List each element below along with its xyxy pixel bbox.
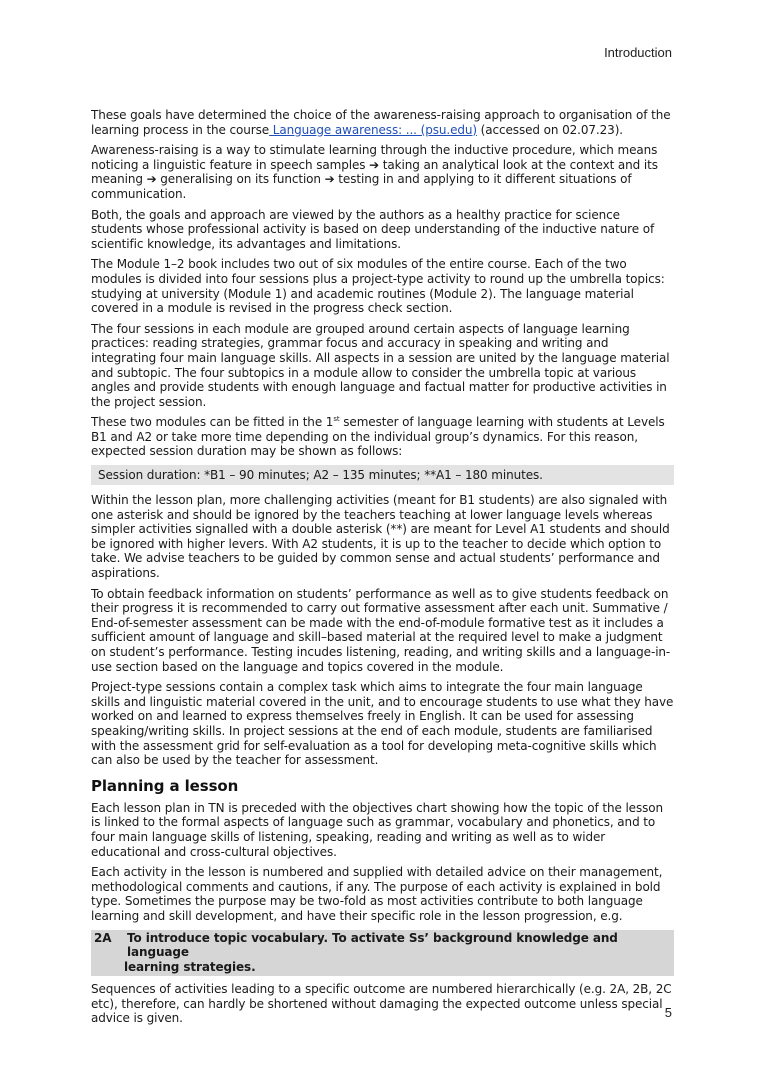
paragraph-sequences: Sequences of activities leading to a specific outcome are numbered hierarchically (e.g. 2A, 2B, 2C etc), therefore, can hardly be shortened without damaging the expected outcome unless special advice is given. (91, 982, 672, 1026)
page-number: 5 (664, 1005, 672, 1020)
paragraph-two-modules (91, 415, 674, 459)
paragraph-four-sessions: The four sessions in each module are grouped around certain aspects of language learning practices: reading strategies, grammar focus and accuracy in speaking and writing and integrating four main language skills. All aspects in a session are united by the language material and subtopic. The four subtopics in a module allow to consider the umbrella topic at various angles and provide students with enough language and factual matter for productive activities in the project session. (91, 321, 670, 409)
paragraph-feedback-assessment: To obtain feedback information on students’ performance as well as to give students feedback on their progress it is recommended to carry out formative assessment after each unit. Summative / End-of-semester assessment can be made with the end-of-module formative test as it includes a sufficient amount of language and skill–based material at the required level to make a judgment on student’s performance. Testing incudes listening, reading, and writing skills and a language-in-use section based on the language and topics covered in the module. (91, 586, 671, 674)
activity-example-box (91, 930, 674, 977)
activity-purpose-line: learning strategies. (124, 959, 256, 974)
paragraph-text: These two modules can be fitted in the 1 (91, 415, 334, 430)
paragraph-objectives-chart: Each lesson plan in TN is preceded with the objectives chart showing how the topic of the lesson is linked to the formal aspects of language such as grammar, vocabulary and phonetics, and to four main language skills of listening, speaking, reading and writing as well as to wider educational and cross-cultural objectives. (91, 800, 664, 859)
paragraph-text: (accessed on 02.07.23). (476, 122, 624, 137)
language-awareness-link[interactable]: Language awareness: ... (psu.edu) (269, 122, 477, 137)
activity-purpose-line: To introduce topic vocabulary. To activate Ss’ background knowledge and language (127, 930, 618, 960)
activity-purpose (124, 930, 671, 975)
page-body (91, 108, 674, 1032)
session-duration-box: Session duration: *B1 – 90 minutes; A2 – 135 minutes; **A1 – 180 minutes. (91, 465, 674, 485)
paragraph-awareness-raising: Awareness-raising is a way to stimulate learning through the inductive procedure, which means noticing a linguistic feature in speech samples ➔ taking an analytical look at the context and its meaning ➔ generalising on its function ➔ testing in and applying to it different situations of communication. (91, 143, 658, 201)
paragraph-goals (91, 108, 674, 137)
superscript: st (333, 415, 340, 424)
paragraph-activity-numbering: Each activity in the lesson is numbered and supplied with detailed advice on their management, methodological comments and cautions, if any. The purpose of each activity is explained in bold type. Sometimes the purpose may be two-fold as most activities contribute to both language learning and skill development, and have their specific role in the lesson progression, e.g. (91, 865, 663, 923)
paragraph-lesson-plan-levels: Within the lesson plan, more challenging activities (meant for B1 students) are also signaled with one asterisk and should be ignored by the teachers teaching at lower language levels whereas simpler activities signalled with a double asterisk (**) are meant for Level A1 students and should be ignored with higher levers. With A2 students, it is up to the teacher to decide which option to take. We advise teachers to be guided by common sense and actual students’ performance and aspirations. (91, 493, 670, 581)
paragraph-text: semester of language learning with students at Levels B1 and A2 or take more time depending on the individual group’s dynamics. For this reason, expected session duration may be shown as follows: (91, 415, 665, 459)
section-heading-planning: Planning a lesson (91, 776, 239, 795)
activity-code: 2A (94, 930, 112, 945)
paragraph-module-book: The Module 1–2 book includes two out of six modules of the entire course. Each of the two modules is divided into four sessions plus a project-type activity to round up the umbrella topics: studying at university (Module 1) and academic routines (Module 2). The language material covered in a module is revised in the progress check section. (91, 257, 665, 316)
activity-purpose-line-2 (124, 959, 671, 975)
running-header: Introduction (604, 45, 672, 60)
paragraph-goals-approach: Both, the goals and approach are viewed by the authors as a healthy practice for science students whose professional activity is based on deep understanding of the inductive nature of scientific knowledge, its advantages and limitations. (91, 207, 655, 251)
paragraph-text: These goals have determined the choice of the awareness-raising approach to organisation of the learning process in the course (91, 108, 671, 137)
paragraph-project-sessions: Project-type sessions contain a complex task which aims to integrate the four main language skills and linguistic material covered in the unit, and to encourage students to use what they have worked on and learned to express themselves freely in English. It can be used for assessing speaking/writing skills. In project sessions at the end of each module, students are familiarised with the assessment grid for self-evaluation as a tool for developing meta-cognitive skills which can also be used by the teacher for assessment. (91, 680, 674, 768)
